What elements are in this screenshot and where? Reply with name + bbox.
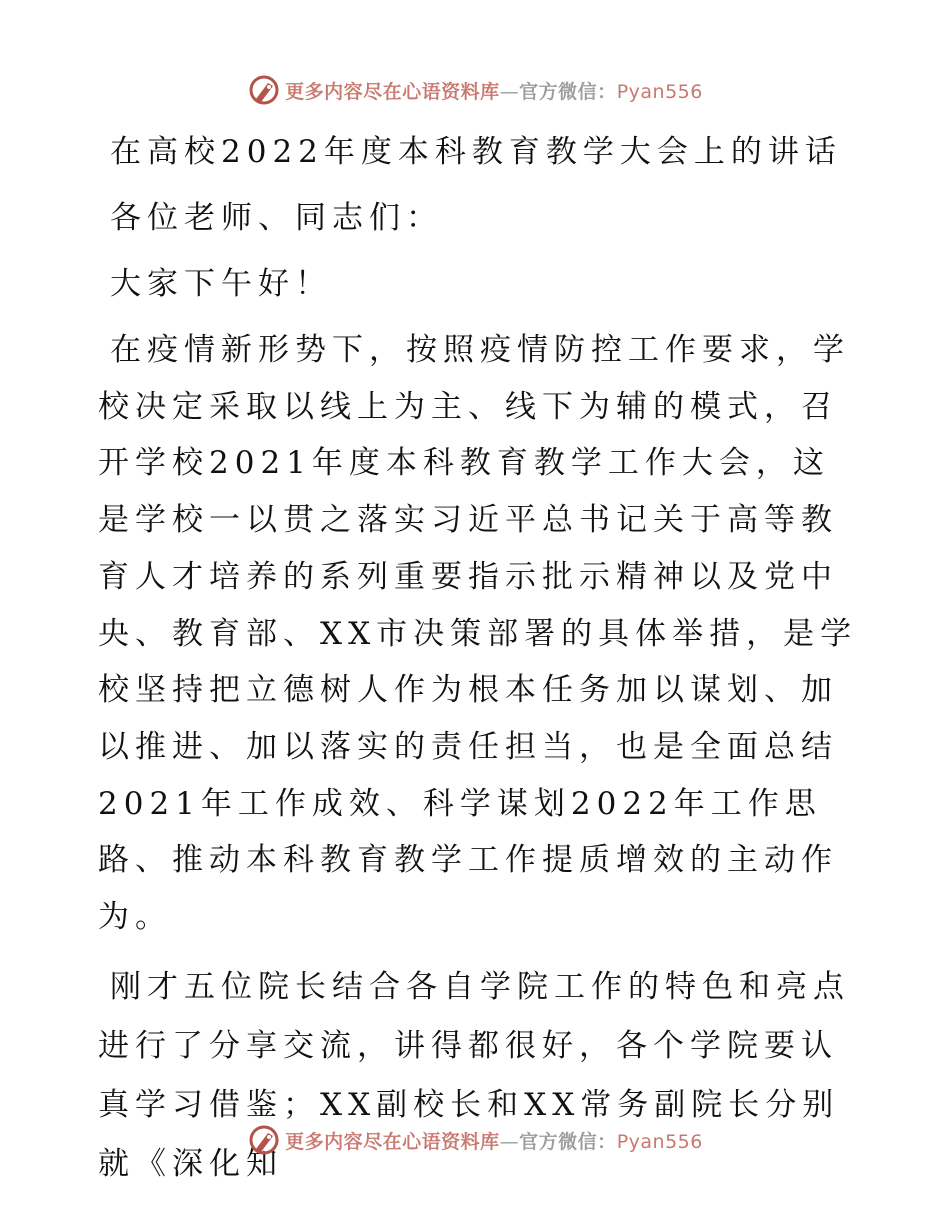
pen-nib-circle-icon (247, 73, 281, 107)
watermark-wechat-id: Pyan556 (616, 1130, 703, 1153)
watermark-contact-label: 官方微信： (519, 1130, 617, 1153)
footer-watermark (0, 1118, 950, 1162)
salutation: 各位老师、同志们： (110, 200, 443, 236)
watermark-separator: — (499, 80, 520, 103)
header-watermark (0, 68, 950, 112)
watermark-wechat-id: Pyan556 (616, 80, 703, 103)
watermark-text (285, 77, 703, 104)
watermark-text (285, 1127, 703, 1154)
watermark-brand: 更多内容尽在心语资料库 (285, 1130, 500, 1153)
watermark-separator: — (499, 1130, 520, 1153)
watermark-brand: 更多内容尽在心语资料库 (285, 80, 500, 103)
body-paragraph-1: 在疫情新形势下，按照疫情防控工作要求，学校决定采取以线上为主、线下为辅的模式，召开学校2021年度本科教育教学工作大会，这是学校一以贯之落实习近平总书记关于高等教育人才培养的系列重要指示批示精神以及党中央、教育部、XX市决策部署的具体举措，是学校坚持把立德树人作为根本任务加以谋划、加以推进、加以落实的责任担当，也是全面总结2021年工作成效、科学谋划2022年工作思路、推动本科教育教学工作提质增效的主动作为。 (98, 332, 858, 936)
watermark-contact-label: 官方微信： (519, 80, 617, 103)
document-title: 在高校2022年度本科教育教学大会上的讲话 (110, 134, 842, 170)
pen-nib-circle-icon (247, 1123, 281, 1157)
body-paragraph-2: 刚才五位院长结合各自学院工作的特色和亮点进行了分享交流，讲得都很好，各个学院要认真学习借鉴；XX副校长和XX常务副院长分别就《深化知 (98, 968, 850, 1182)
document-body (98, 124, 858, 1194)
greeting: 大家下午好！ (110, 266, 332, 302)
